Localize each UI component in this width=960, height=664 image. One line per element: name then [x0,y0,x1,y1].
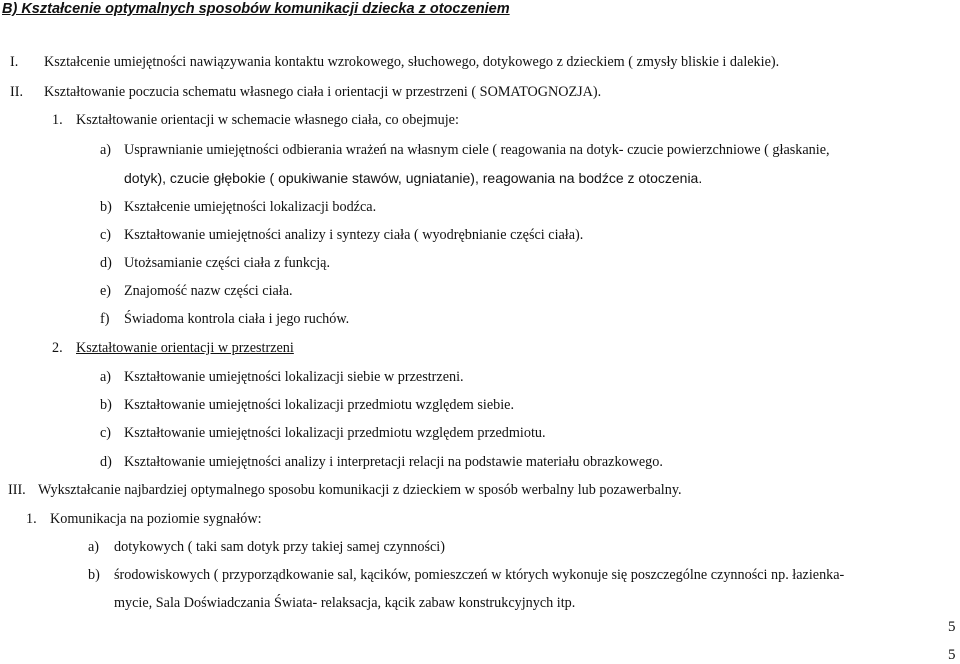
list-item [100,254,330,272]
section-number: I. [10,54,19,70]
list-item-text: Kształcenie umiejętności lokalizacji bodźca. [124,199,377,215]
list-item [100,453,663,471]
list-item-continuation: mycie, Sala Doświadczania Świata- relaksacja, kącik zabaw konstrukcyjnych itp. [114,595,576,611]
list-item [100,424,546,442]
subsection-text: Kształtowanie orientacji w przestrzeni [76,340,294,356]
list-item [100,282,293,300]
list-item-label: b) [100,199,112,215]
list-item-label: a) [88,539,100,555]
section-heading: B) Kształcenie optymalnych sposobów komunikacji dziecka z otoczeniem [2,1,510,17]
list-item-label: d) [100,454,112,470]
subsection-number: 2. [52,340,63,356]
section-item [10,53,779,71]
subsection-item [52,339,294,357]
section-number: II. [10,84,23,100]
list-item-label: b) [88,567,100,583]
page-number: 5 [948,619,956,635]
section-item [8,481,682,499]
list-item-text: środowiskowych ( przyporządkowanie sal, kącików, pomieszczeń w których wykonuje się poszczególne czynności np. łazienka- [114,567,845,583]
section-item [10,83,601,101]
list-item [100,396,514,414]
list-item-label: c) [100,227,112,243]
list-item-text: Znajomość nazw części ciała. [124,283,293,299]
list-item-text: Kształtowanie umiejętności analizy i syntezy ciała ( wyodrębnianie części ciała). [124,227,584,243]
list-item-text: Usprawnianie umiejętności odbierania wrażeń na własnym ciele ( reagowania na dotyk- czucie powierzchniowe ( głaskanie, [124,142,830,158]
list-item-text: Utożsamianie części ciała z funkcją. [124,255,331,271]
list-item [88,566,844,584]
list-item [88,538,445,556]
list-item [100,226,583,244]
section-text: Kształtowanie poczucia schematu własnego ciała i orientacji w przestrzeni ( SOMATOGNOZJA). [44,84,602,100]
section-text: Wykształcanie najbardziej optymalnego sposobu komunikacji z dzieckiem w sposób werbalny lub pozawerbalny. [38,482,682,498]
list-item-text: Kształtowanie umiejętności analizy i interpretacji relacji na podstawie materiału obrazkowego. [124,454,663,470]
list-item-label: b) [100,397,112,413]
list-item-label: c) [100,425,112,441]
list-item-label: a) [100,142,112,158]
page-number: 5 [948,647,956,663]
section-number: III. [8,482,26,498]
list-item-text: Kształtowanie umiejętności lokalizacji przedmiotu względem siebie. [124,397,515,413]
subsection-number: 1. [52,112,63,128]
subsection-item [26,510,262,528]
list-item [100,198,376,216]
subsection-item [52,111,459,129]
list-item-label: f) [100,311,110,327]
list-item-label: d) [100,255,112,271]
list-item-text: Kształtowanie umiejętności lokalizacji przedmiotu względem przedmiotu. [124,425,546,441]
subsection-text: Komunikacja na poziomie sygnałów: [50,511,262,527]
section-text: Kształcenie umiejętności nawiązywania kontaktu wzrokowego, słuchowego, dotykowego z dzieckiem ( zmysły bliskie i dalekie). [44,54,780,70]
list-item-label: e) [100,283,112,299]
subsection-text: Kształtowanie orientacji w schemacie własnego ciała, co obejmuje: [76,112,459,128]
list-item-text: Świadoma kontrola ciała i jego ruchów. [124,311,350,327]
list-item [100,368,464,386]
list-item-continuation: dotyk), czucie głębokie ( opukiwanie stawów, ugniatanie), reagowania na bodźce z otoczenia. [124,170,703,186]
subsection-number: 1. [26,511,37,527]
list-item [100,141,830,159]
list-item-label: a) [100,369,112,385]
list-item-text: dotykowych ( taki sam dotyk przy takiej samej czynności) [114,539,445,555]
list-item-text: Kształtowanie umiejętności lokalizacji siebie w przestrzeni. [124,369,464,385]
list-item [100,310,349,328]
